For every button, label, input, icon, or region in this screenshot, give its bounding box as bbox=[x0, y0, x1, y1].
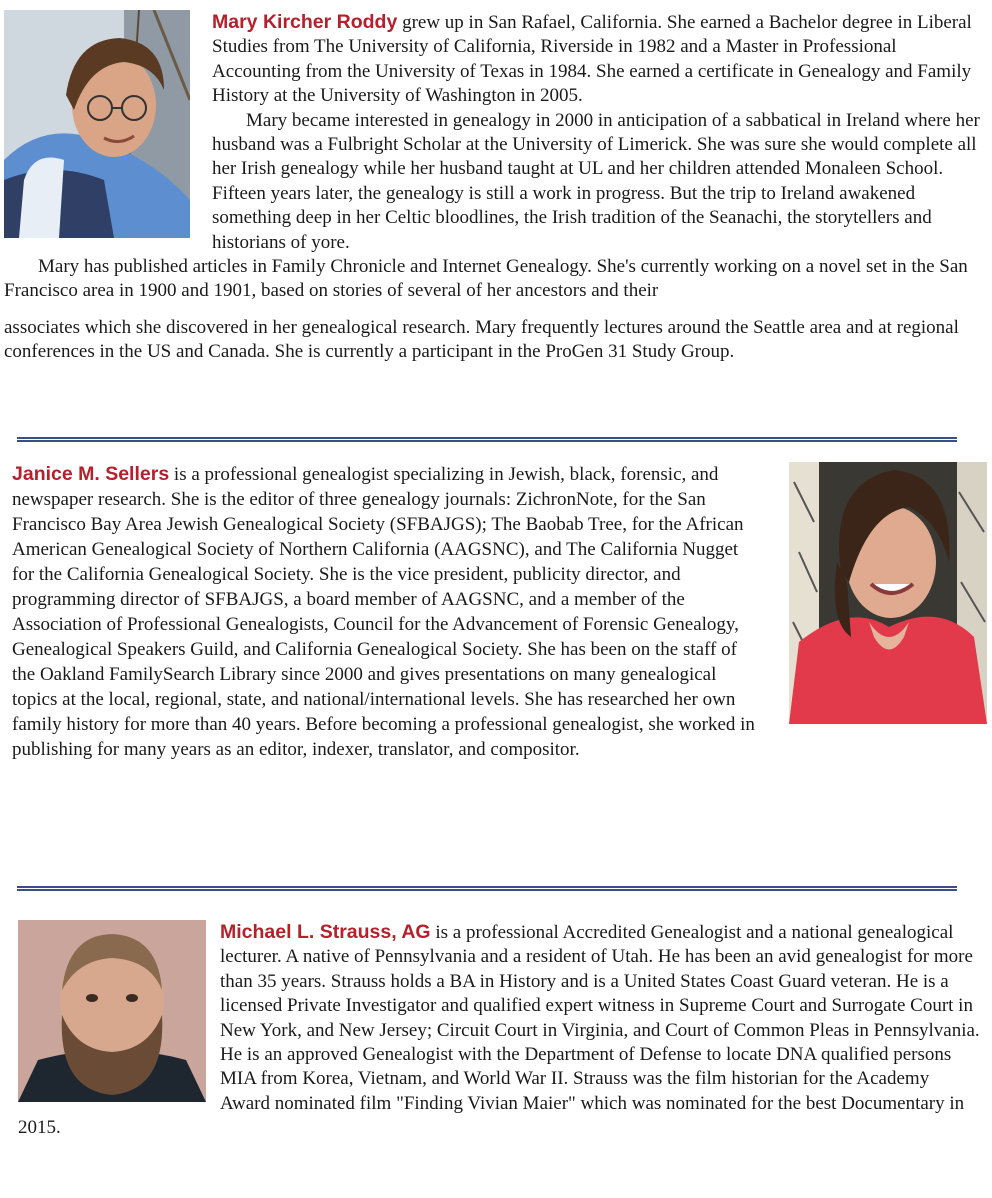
mary-roddy-bio-paragraph-2: Mary became interested in genealogy in 2000 in anticipation of a sabbatical in Ireland where her husband was a Fulbright Scholar at the University of Limerick. She was sure she would complete all her Irish genealogy while her husband taught at UL and her children attended Monaleen School. Fifteen years later, the genealogy is still a work in progress. But the trip to Ireland awakened something deep in her Celtic bloodlines, the Irish tradition of the Seanachi, the storytellers and historians of yore. bbox=[212, 109, 980, 253]
michael-strauss-portrait-image bbox=[18, 920, 206, 1102]
michael-strauss-bio-paragraph: is a professional Accredited Genealogist and a national genealogical lecturer. A native of Pennsylvania and a resident of Utah. He has been an avid genealogist for more than 35 years. Strauss holds a BA in History and is a United States Coast Guard veteran. He is a licensed Private Investigator and qualified expert witness in Supreme Court and Surrogate Court in New York, and New Jersey; Circuit Court in Virginia, and Court of Common Pleas in Pennsylvania. He is an approved Genealogist with the Department of Defense to locate DNA qualified persons MIA from Korea, Vietnam, and World War II. Strauss was the film historian for the Academy Award nominated film "Finding Vivian Maier" which was nominated for the best Documentary in 2015. bbox=[18, 922, 980, 1139]
section-divider-2 bbox=[17, 886, 957, 891]
michael-strauss-name: Michael L. Strauss, AG bbox=[220, 921, 431, 943]
janice-sellers-photo bbox=[789, 462, 987, 724]
section-divider-1 bbox=[17, 437, 957, 442]
mary-roddy-bio-paragraph-1: grew up in San Rafael, California. She earned a Bachelor degree in Liberal Studies from The University of California, Riverside in 1982 and a Master in Professional Accounting from the University of Texas in 1984. She earned a certificate in Genealogy and Family History at the University of Washington in 2005. bbox=[212, 12, 972, 107]
mary-roddy-name: Mary Kircher Roddy bbox=[212, 11, 398, 33]
mary-roddy-photo bbox=[4, 10, 190, 238]
janice-sellers-name: Janice M. Sellers bbox=[12, 463, 170, 485]
janice-sellers-bio-paragraph: is a professional genealogist specializing in Jewish, black, forensic, and newspaper research. She is the editor of three genealogy journals: ZichronNote, for the San Francisco Bay Area Jewish Genealogical Society (SFBAJGS); The Baobab Tree, for the African American Genealogical Society of Northern California (AAGSNC), and The California Nugget for the California Genealogical Society. She is the vice president, publicity director, and programming director of SFBAJGS, a board member of AAGSNC, and a member of the Association of Professional Genealogists, Council for the Advancement of Forensic Genealogy, Genealogical Speakers Guild, and California Genealogical Society. She has been on the staff of the Oakland FamilySearch Library since 2000 and gives presentations on many genealogical topics at the local, regional, state, and national/international levels. She has researched her own family history for more than 40 years. Before becoming a professional genealogist, she worked in publishing for many years as an editor, indexer, translator, and compositor. bbox=[12, 464, 755, 760]
bio-michael-strauss bbox=[18, 920, 980, 1141]
mary-roddy-portrait-image bbox=[4, 10, 190, 238]
bio-mary-roddy bbox=[4, 10, 986, 365]
mary-roddy-bio-paragraph-3: Mary has published articles in Family Chronicle and Internet Genealogy. She's currently working on a novel set in the San Francisco area in 1900 and 1901, based on stories of several of her ancestors and their bbox=[4, 256, 968, 302]
mary-roddy-bio-paragraph-4: associates which she discovered in her genealogical research. Mary frequently lectures around the Seattle area and at regional conferences in the US and Canada. She is currently a participant in the ProGen 31 Study Group. bbox=[4, 316, 959, 363]
bio-janice-sellers bbox=[12, 462, 987, 762]
michael-strauss-photo bbox=[18, 920, 206, 1102]
janice-sellers-portrait-image bbox=[789, 462, 987, 724]
